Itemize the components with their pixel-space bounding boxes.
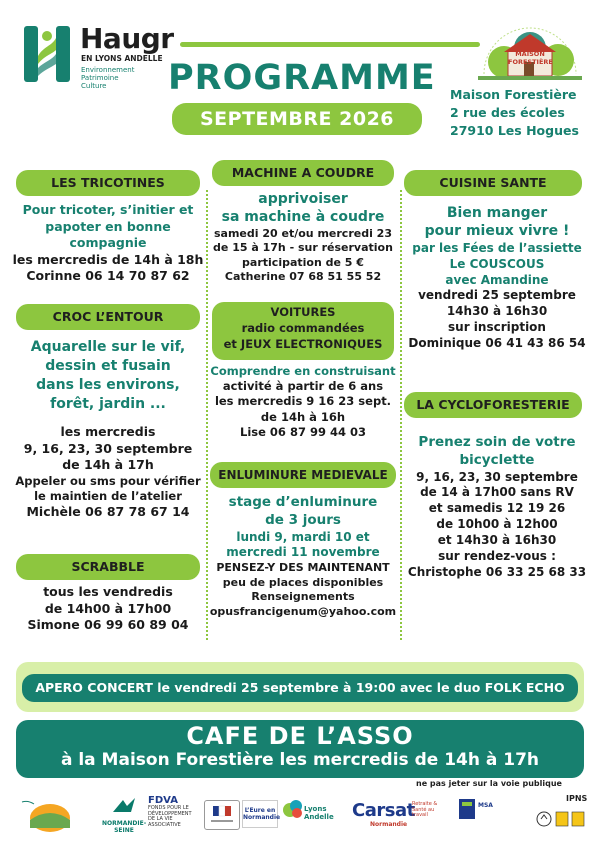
fdva-label: FDVA — [148, 795, 178, 806]
fdva-sub: FONDS POUR LE DÉVELOPPEMENT DE LA VIE ASSOCIATIVE — [148, 805, 192, 828]
enluminure-heading: ENLUMINURE MEDIEVALE — [210, 462, 396, 488]
tricotines-text: compagnie — [69, 235, 147, 250]
cuisine-note: sur inscription — [448, 320, 546, 335]
address-line: 27910 Les Hogues — [450, 123, 579, 139]
enluminure-note: PENSEZ-Y DES MAINTENANT — [216, 561, 390, 575]
scrabble-section — [6, 584, 210, 634]
msa-logo — [458, 798, 502, 832]
haugr-logo-mark — [22, 24, 72, 84]
tricotines-schedule: les mercredis de 14h à 18h — [12, 251, 204, 267]
gouvernement-logo — [204, 800, 240, 830]
voitures-section — [206, 364, 400, 440]
month-badge: SEPTEMBRE 2026 — [172, 103, 422, 135]
cafe-subtitle: à la Maison Forestière les mercredis de 14h à 17h — [60, 750, 540, 770]
croc-note: le maintien de l’atelier — [34, 488, 182, 503]
cyclo-heading: LA CYCLOFORESTERIE — [404, 392, 582, 418]
maison-logo-line: MAISON — [515, 50, 545, 58]
machine-text: apprivoiser — [258, 191, 348, 207]
croc-schedule: les mercredis — [60, 424, 156, 439]
cuisine-text: pour mieux vivre ! — [424, 223, 570, 240]
cyclo-section — [400, 434, 594, 580]
page-title: PROGRAMME — [168, 58, 436, 98]
logo-sub-line: Environnement — [81, 66, 135, 74]
enluminure-email[interactable]: opusfrancigenum@yahoo.com — [209, 604, 397, 618]
fdva-logo — [148, 795, 200, 828]
croc-section — [6, 338, 210, 414]
tricotines-section — [6, 202, 210, 285]
voitures-heading — [212, 302, 394, 360]
top-rule — [180, 42, 480, 47]
machine-section — [206, 190, 400, 285]
cyclo-text: bicyclette — [459, 451, 535, 468]
voitures-heading-line: et JEUX ELECTRONIQUES — [223, 336, 383, 351]
voitures-heading-line: radio commandées — [241, 320, 365, 335]
machine-schedule: samedi 20 et/ou mercredi 23 — [214, 226, 392, 240]
voitures-schedule: les mercredis 9 16 23 sept. — [214, 394, 392, 409]
enluminure-text: stage d’enluminure — [228, 494, 378, 510]
logo-name: Haugr — [80, 22, 174, 55]
voitures-info: activité à partir de 6 ans — [222, 379, 384, 394]
croc-text: dessin et fusain — [45, 357, 171, 374]
cuisine-text: Bien manger — [446, 205, 548, 221]
address-block — [450, 86, 579, 140]
cafe-title: CAFE DE L’ASSO — [186, 722, 414, 750]
cuisine-text: Le COUSCOUS — [449, 256, 545, 271]
cyclo-schedule: de 14 à 17h00 sans RV — [420, 485, 574, 500]
tricotines-contact: Corinne 06 14 70 87 62 — [26, 268, 190, 283]
logo-subtitle — [81, 66, 134, 90]
carsat-logo — [352, 800, 436, 834]
croc-heading: CROC L’ENTOUR — [16, 304, 200, 330]
cuisine-text: avec Amandine — [445, 272, 549, 287]
voitures-contact: Lise 06 87 99 44 03 — [240, 424, 366, 439]
eure-logo: L’Eure en Normandie — [242, 800, 278, 828]
logo-tagline: EN LYONS ANDELLE — [81, 54, 163, 63]
credit-agricole-label: NORMANDIE-SEINE — [102, 820, 147, 834]
voitures-schedule: de 14h à 16h — [260, 409, 346, 424]
address-line: Maison Forestière — [450, 87, 577, 102]
croc-contact: Michèle 06 87 78 67 14 — [26, 503, 190, 519]
lyons-andelle-label: Lyons Andelle — [304, 805, 334, 821]
tricotines-text: Pour tricoter, s’initier et — [22, 202, 194, 217]
disposal-notice: ne pas jeter sur la voie publique — [416, 779, 562, 788]
voitures-heading-line: VOITURES — [270, 305, 336, 319]
carsat-side: Retraite & Santé au travail — [412, 801, 438, 818]
cyclo-text: Prenez soin de votre — [418, 434, 576, 450]
carsat-sub: Normandie — [370, 821, 408, 828]
cuisine-text: par les Fées de l’assiette — [412, 240, 582, 255]
cyclo-schedule: et samedis 12 19 26 — [428, 501, 566, 516]
croc-text: dans les environs, — [36, 376, 180, 393]
haugr-small-logo — [18, 798, 76, 834]
croc-schedule: de 14h à 17h — [62, 457, 154, 472]
croc-note: Appeler ou sms pour vérifier — [15, 473, 201, 488]
cyclo-contact: Christophe 06 33 25 68 33 — [407, 564, 587, 579]
cyclo-schedule: de 10h00 à 12h00 — [436, 517, 558, 532]
credit-agricole-logo — [102, 796, 146, 834]
recycling-icons — [536, 808, 586, 830]
address-line: 2 rue des écoles — [450, 105, 565, 121]
maison-forestiere-logo — [474, 14, 586, 86]
cyclo-schedule: et 14h30 à 16h30 — [437, 532, 557, 547]
scrabble-schedule: tous les vendredis — [43, 584, 173, 599]
cuisine-schedule: 14h30 à 16h30 — [446, 304, 548, 319]
croc-schedule: 9, 16, 23, 30 septembre — [23, 440, 193, 456]
cuisine-contact: Dominique 06 41 43 86 54 — [408, 335, 586, 350]
enluminure-dates: lundi 9, mardi 10 et — [236, 529, 370, 544]
enluminure-note: Renseignements — [251, 590, 355, 604]
carsat-label: Carsat — [352, 800, 415, 821]
ipns-label: IPNS — [566, 794, 588, 803]
scrabble-schedule: de 14h00 à 17h00 — [44, 600, 172, 616]
tricotines-text: papoter en bonne — [45, 218, 171, 234]
enluminure-text: de 3 jours — [265, 511, 341, 528]
voitures-text: Comprendre en construisant — [210, 364, 396, 378]
croc-text: forêt, jardin ... — [50, 395, 166, 412]
croc-info — [6, 424, 210, 520]
concert-banner: APERO CONCERT le vendredi 25 septembre à 19:00 avec le duo FOLK ECHO — [22, 674, 578, 702]
msa-label: MSA — [478, 802, 493, 809]
croc-text: Aquarelle sur le vif, — [30, 339, 186, 355]
logo-sub-line: Patrimoine — [81, 74, 119, 83]
machine-contact: Catherine 07 68 51 55 52 — [224, 270, 382, 284]
machine-price: participation de 5 € — [242, 255, 364, 269]
logo-sub-line: Culture — [81, 82, 107, 91]
machine-schedule: de 15 à 17h - sur réservation — [213, 241, 393, 255]
maison-logo-text — [508, 50, 552, 66]
machine-text: sa machine à coudre — [221, 209, 385, 226]
cuisine-schedule: vendredi 25 septembre — [418, 288, 576, 303]
machine-heading: MACHINE A COUDRE — [212, 160, 394, 186]
enluminure-dates: mercredi 11 novembre — [226, 545, 380, 560]
scrabble-contact: Simone 06 99 60 89 04 — [27, 617, 189, 632]
cyclo-schedule: 9, 16, 23, 30 septembre — [416, 469, 578, 484]
enluminure-note: peu de places disponibles — [222, 575, 384, 589]
scrabble-heading: SCRABBLE — [16, 554, 200, 580]
tricotines-heading: LES TRICOTINES — [16, 170, 200, 196]
cuisine-section — [400, 204, 594, 352]
lyons-andelle-logo — [282, 798, 346, 830]
cuisine-heading: CUISINE SANTE — [404, 170, 582, 196]
cyclo-note: sur rendez-vous : — [438, 548, 556, 563]
maison-logo-line: FORESTIÈRE — [508, 58, 553, 66]
enluminure-section — [206, 494, 400, 619]
